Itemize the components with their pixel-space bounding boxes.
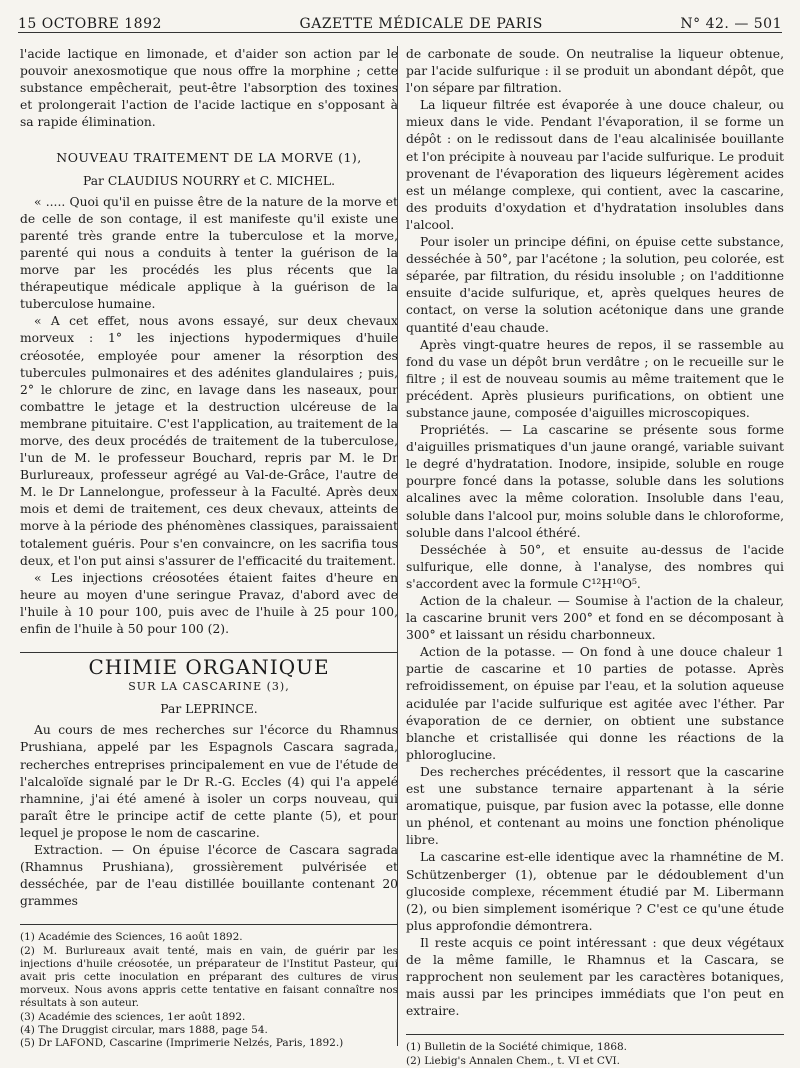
footnote: (2) Liebig's Annalen Chem., t. VI et CVI.	[406, 1054, 621, 1067]
footnote: (1) Bulletin de la Société chimique, 1868.	[406, 1041, 628, 1054]
left-p6: Extraction. — On épuise l'écorce de Cascara sagrada (Rhamnus Prushiana), grossièrement pulvérisée et desséchée, par de l'eau distillée bouillante contenant 20 grammes	[20, 843, 398, 909]
left-p3: « A cet effet, nous avons essayé, sur deux chevaux morveux : 1° les injections hypodermiques d'huile créosotée, employée pour amener la résorption des tubercules pulmonaires et des adénites glandulaires ; puis, 2° le chlorure de zinc, en lavage dans les naseaux, pour combattre le jetage et la destruction ulcéreuse de la membrane pituitaire. C'est l'application, au traitement de la morve, des deux procédés de traitement de la tuberculose, l'un de M. le professeur Bouchard, repris par M. le Dr Burlureaux, professeur agrégé au Val-de-Grâce, l'autre de M. le Dr Lannelongue, professeur à la Faculté. Après deux mois et demi de traitement, ces deux chevaux, atteints de morve à la période des phénomènes classiques, paraissaient totalement guéris. Pour s'en convaincre, on les sacrifia tous deux, et l'on put ainsi s'assurer de l'efficacité du traitement.	[20, 314, 398, 568]
article-title: NOUVEAU TRAITEMENT DE LA MORVE (1),	[56, 150, 362, 166]
right-p10: La cascarine est-elle identique avec la rhamnétine de M. Schützenberger (1), obtenue par le dédoublement d'un glucoside complexe, récemment étudié par M. Libermann (2), ou bien simplement isomérique ? C'est ce qu'une étude plus approfondie démontrera.	[406, 850, 784, 933]
footnote: (5) Dr LAFOND, Cascarine (Imprimerie Nelzés, Paris, 1892.)	[20, 1037, 344, 1050]
right-p5: Propriétés. — La cascarine se présente sous forme d'aiguilles prismatiques d'un jaune orangé, variable suivant le degré d'hydratation. Inodore, insipide, soluble en rouge pourpre foncé dans la potasse, soluble dans les solutions alcalines avec la même coloration. Insoluble dans l'eau, soluble dans l'alcool pur, moins soluble dans le chloroforme, soluble dans l'alcool éthéré.	[406, 423, 784, 540]
left-column	[20, 46, 398, 1050]
right-p4: Après vingt-quatre heures de repos, il se rassemble au fond du vase un dépôt brun verdâtre ; on le recueille sur le filtre ; il est de nouveau soumis au même traitement que le précédent. Après plusieurs purifications, on obtient une substance jaune, composée d'aiguilles microscopiques.	[406, 337, 784, 420]
left-p1: l'acide lactique en limonade, et d'aider son action par le pouvoir anexosmotique que nous offre la morphine ; cette substance empêcherait, peut-être l'absorption des toxines et prolongerait l'action de l'acide lactique en s'opposant à sa rapide élimination.	[20, 47, 398, 130]
left-p5: Au cours de mes recherches sur l'écorce du Rhamnus Prushiana, appelé par les Espagnols Cascara sagrada, recherches entreprises principalement en vue de l'étude de l'alcaloïde signalé par le Dr R.-G. Eccles (4) qui l'a appelé rhamnine, j'ai été amené à isoler un corps nouveau, qui paraît être le principe actif de cette plante (5), et pour lequel je propose le nom de cascarine.	[20, 723, 398, 840]
right-p7: Action de la chaleur. — Soumise à l'action de la chaleur, la cascarine brunit vers 200° et fond en se décomposant à 300° et laissant un résidu charbonneux.	[406, 594, 784, 643]
footnote: (1) Académie des Sciences, 16 août 1892.	[20, 931, 243, 944]
left-p2: « ..... Quoi qu'il en puisse être de la nature de la morve et de celle de son contage, il est manifeste qu'il existe une parenté très grande entre la tuberculose et la morve, parenté qui nous a conduits à tenter la guérison de la morve par les procédés les plus récents que la thérapeutique médicale applique à la guérison de la tuberculose humaine.	[20, 194, 398, 312]
header-date: 15 OCTOBRE 1892	[18, 16, 162, 32]
section-title: CHIMIE ORGANIQUE	[88, 655, 330, 680]
right-p8: Action de la potasse. — On fond à une douce chaleur 1 partie de cascarine et 10 parties de potasse. Après refroidissement, on épuise par l'eau, et la solution aqueuse acidulée par l'acide sulfurique est agitée avec l'éther. Par évaporation de ce dernier, on obtient une substance blanche et cristallisée qui donne les réactions de la phloroglucine.	[406, 645, 784, 762]
footnote: (3) Académie des sciences, 1er août 1892.	[20, 1010, 246, 1023]
right-footnotes	[406, 1034, 784, 1067]
footnote: (4) The Druggist circular, mars 1888, page 54.	[20, 1023, 268, 1036]
header-issue: N° 42. — 501	[680, 16, 782, 32]
footnote: (2) M. Burlureaux avait tenté, mais en vain, de guérir par les injections d'huile créosotée, un préparateur de l'Institut Pasteur, qui avait pris cette inoculation en préparant des cultures de virus morveux. Nous avons appris cette tentative en faisant connaître nos résultats à son auteur.	[20, 944, 398, 1010]
page-header	[18, 10, 782, 33]
left-p4: « Les injections créosotées étaient faites d'heure en heure au moyen d'une seringue Pravaz, d'abord avec de l'huile à 10 pour 100, puis avec de l'huile à 25 pour 100, enfin de l'huile à 50 pour 100 (2).	[20, 570, 398, 636]
right-p6: Desséchée à 50°, et ensuite au-dessus de l'acide sulfurique, elle donne, à l'analyse, des nombres qui s'accordent avec la formule C¹²H¹⁰O⁵.	[406, 542, 784, 591]
right-p1: de carbonate de soude. On neutralise la liqueur obtenue, par l'acide sulfurique : il se produit un abondant dépôt, que l'on sépare par filtration.	[406, 47, 784, 96]
right-column	[406, 46, 784, 1068]
section-byline: Par LEPRINCE.	[160, 702, 258, 717]
section-subtitle: SUR LA CASCARINE (3),	[128, 680, 290, 694]
header-title: GAZETTE MÉDICALE DE PARIS	[299, 16, 543, 32]
right-p2: La liqueur filtrée est évaporée à une douce chaleur, ou mieux dans le vide. Pendant l'évaporation, il se forme un dépôt : on le redissout dans de l'eau alcalinisée bouillante et l'on précipite à nouveau par l'acide sulfurique. Le produit provenant de l'évaporation des liqueurs légèrement acides est un mélange complexe, qui contient, avec la cascarine, des produits d'oxydation et d'hydratation insolubles dans l'alcool.	[406, 98, 784, 232]
section-divider	[20, 652, 398, 653]
right-p3: Pour isoler un principe défini, on épuise cette substance, desséchée à 50°, par l'acétone ; la solution, peu colorée, est séparée, par filtration, du résidu insoluble ; on l'additionne ensuite d'acide sulfurique, et, après quelques heures de contact, on verse la solution acétonique dans une grande quantité d'eau chaude.	[406, 235, 784, 335]
article-byline: Par CLAUDIUS NOURRY et C. MICHEL.	[83, 173, 335, 188]
left-footnotes	[20, 924, 398, 1050]
right-p9: Des recherches précédentes, il ressort que la cascarine est une substance ternaire appartenant à la série aromatique, puisque, par fusion avec la potasse, elle donne un phénol, et contenant au moins une fonction phénolique libre.	[406, 764, 784, 848]
right-p11: Il reste acquis ce point intéressant : que deux végétaux de la même famille, le Rhamnus et la Cascara, se rapprochent non seulement par les caractères botaniques, mais aussi par les principes immédiats que l'on peut en extraire.	[406, 935, 784, 1019]
